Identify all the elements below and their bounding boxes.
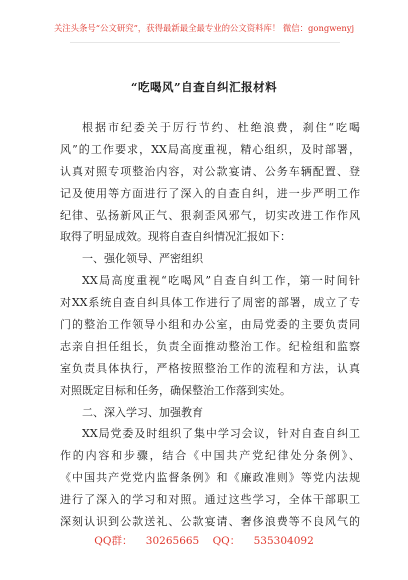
header-banner: 关注头条号“公文研究”，获得最新最全最专业的公文资料库！ 微信：gongwenyj	[53, 23, 355, 33]
body-line: 根据市纪委关于厉行节约、杜绝浪费，刹住“吃喝	[82, 121, 360, 134]
body-line: 进行了深入的学习和对照。通过这些学习，全体干部职工	[60, 493, 360, 507]
body-line: 作的内容和步骤，结合《中国共产党纪律处分条例》、	[60, 449, 360, 463]
body-line: 取得了明显成效。现将自查自纠情况汇报如下：	[60, 230, 291, 244]
body-line: 风”的工作要求，XX局高度重视，精心组织，及时部署，	[60, 142, 360, 156]
body-line: XX局高度重视“吃喝风”自查自纠工作，第一时间针	[82, 274, 360, 288]
body-line: 记及使用等方面进行了深入的自查自纠，进一步严明工作	[60, 186, 360, 200]
header-divider	[70, 42, 340, 43]
body-line: 深刻认识到公款送礼、公款宴请、奢侈浪费等不良风气的	[60, 515, 360, 529]
footer-contact: QQ群： 30265665 QQ： 535304092	[94, 535, 314, 547]
body-line: 纪律、弘扬新风正气、狠刹歪风邪气，切实改进工作作风	[60, 208, 360, 222]
body-line: XX局党委及时组织了集中学习会议，针对自查自纠工	[82, 427, 360, 441]
body-line: 对XX系统自查自纠具体工作进行了周密的部署，成立了专	[60, 296, 360, 310]
body-line: 志亲自担任组长，负责全面推动整治工作。纪检组和监察	[60, 339, 360, 353]
section-heading-2: 二、深入学习、加强教育	[82, 405, 203, 419]
body-line: 《中国共产党党内监督条例》和《廉政准则》等党内法规	[60, 471, 360, 485]
body-line: 室负责具体执行，严格按照整治工作的流程和方法，认真	[60, 361, 360, 375]
document-title: “吃喝风”自查自纠汇报材料	[130, 80, 278, 94]
section-heading-1: 一、强化领导、严密组织	[82, 252, 203, 266]
body-line: 认真对照专项整治内容，对公款宴请、公务车辆配置、登	[60, 164, 360, 178]
body-line: 门的整治工作领导小组和办公室，由局党委的主要负责同	[60, 318, 360, 332]
body-line: 对照既定目标和任务，确保整治工作落到实处。	[60, 383, 291, 397]
document-body	[60, 117, 360, 533]
